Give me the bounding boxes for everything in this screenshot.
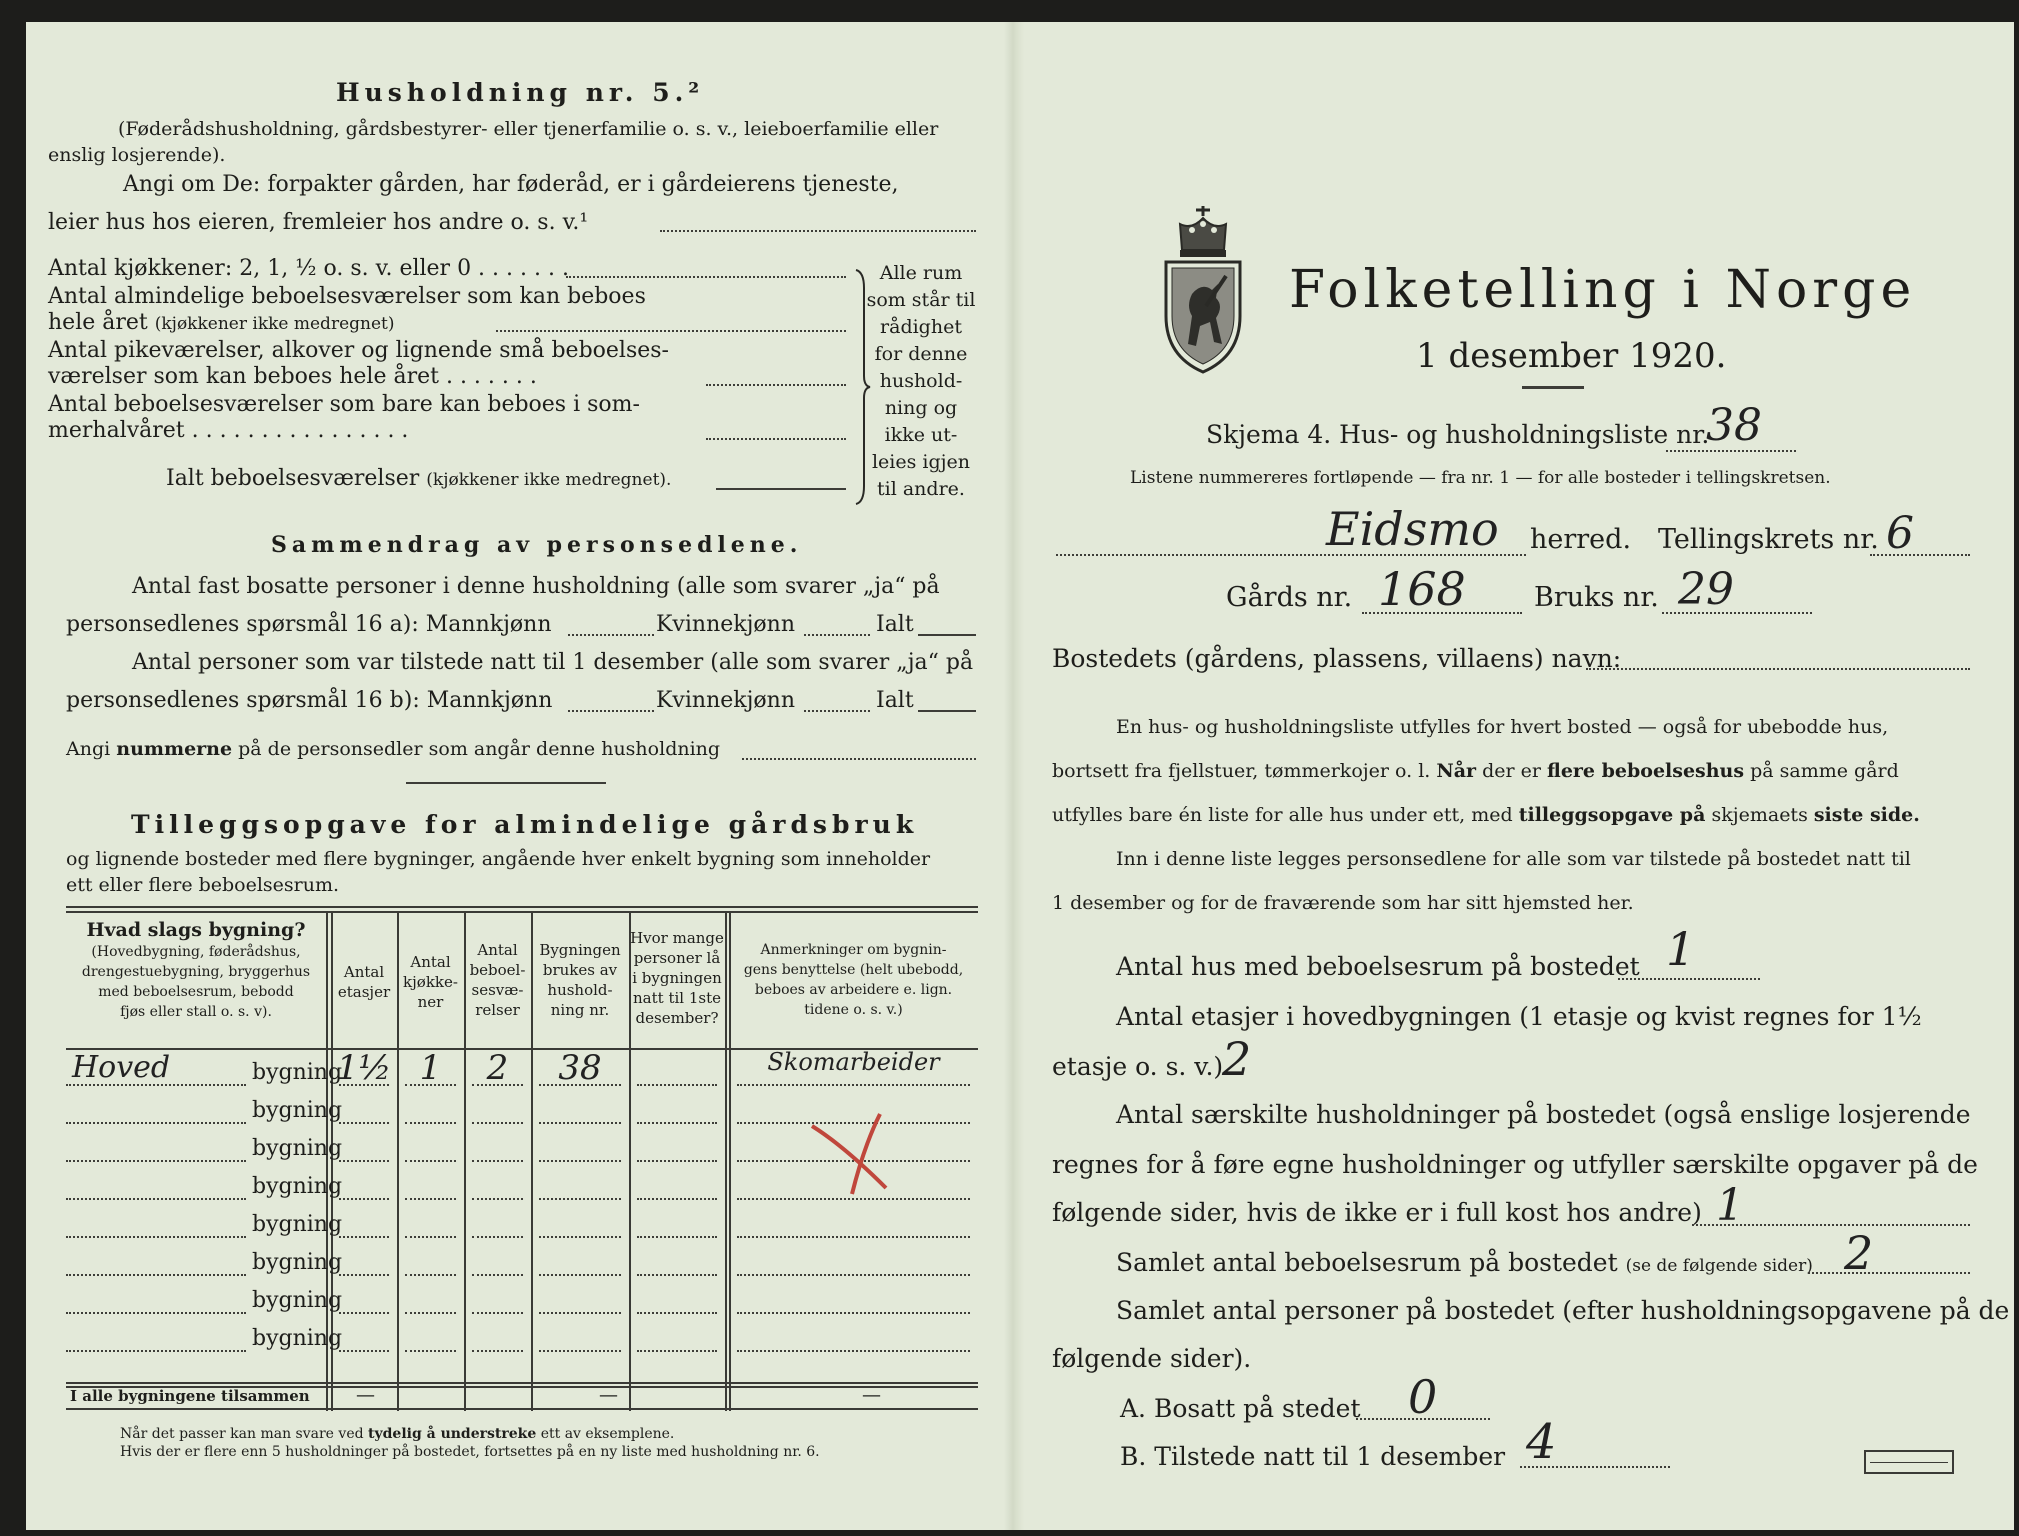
angi-line-2: leier hus hos eieren, fremleier hos andre o. s. v.¹ [48, 210, 589, 235]
ialt-small: (kjøkkener ikke medregnet). [426, 470, 672, 490]
tellingskrets-answer-line [1870, 554, 1970, 556]
col-header-line: beboes av arbeidere e. lign. [754, 982, 953, 998]
p1-3b: tilleggsopgave på [1518, 804, 1706, 826]
alm-line-2-text: hele året [48, 310, 148, 335]
total-dash-hushold: — [599, 1384, 618, 1406]
herred-value: Eidsmo [1326, 502, 1499, 556]
col-header-line: Antal [477, 941, 518, 959]
cell-anm-line [737, 1312, 970, 1314]
cell-hushold-line [539, 1122, 621, 1124]
samlet-rum-small: (se de følgende sider) [1625, 1256, 1813, 1276]
tillegg-title: Tilleggsopgave for almindelige gårdsbruk [131, 810, 919, 839]
bosatt-value: 0 [1408, 1370, 1438, 1424]
tilst-line-2b: Kvinnekjønn [656, 688, 795, 713]
saer-line-1: Antal særskilte husholdninger på bostedet (også enslige losjerende [1116, 1100, 1971, 1129]
hus-label: Antal hus med beboelsesrum på bostedet [1116, 952, 1640, 981]
bracket-note-line: for denne [874, 343, 968, 365]
cell-anm-line [737, 1350, 970, 1352]
cell-kjokkener-line [405, 1122, 456, 1124]
bracket-note-line: leies igjen [871, 451, 971, 473]
cell-etasjer-line [339, 1160, 389, 1162]
intro-line-2: enslig losjerende). [48, 144, 226, 166]
footnote-1c: ett av eksemplene. [536, 1426, 675, 1442]
col-header-vaerelser [464, 940, 531, 1020]
nummerne-a: Angi [66, 738, 117, 760]
bracket-note-line: rådighet [880, 316, 962, 338]
footnote-1b: tydelig å understreke [368, 1426, 537, 1442]
cell-anm-line [737, 1084, 970, 1086]
printer-stamp [1864, 1450, 1954, 1474]
col-header-personer [629, 928, 725, 1028]
kjokken-answer-line [566, 276, 846, 278]
samlet-rum-answer-line [1808, 1272, 1970, 1274]
cell-personer-line [637, 1274, 717, 1276]
row-type-line [66, 1274, 246, 1276]
page-spine [1004, 22, 1024, 1530]
samlet-pers-line-1: Samlet antal personer på bostedet (efter husholdningsopgavene på de [1116, 1296, 2010, 1325]
cell-kjokkener-line [405, 1198, 456, 1200]
p1-3d: siste side. [1813, 804, 1920, 826]
skjema-label: Skjema 4. Hus- og husholdningsliste nr. [1206, 420, 1710, 449]
tilstede-value: 4 [1526, 1414, 1557, 1470]
bruks-label: Bruks nr. [1534, 582, 1659, 613]
col-header-line: personer lå [633, 949, 721, 967]
bracket-note-line: hushold- [879, 370, 963, 392]
tilst-kvinne-line [804, 710, 870, 712]
cell-vaerelser: 2 [486, 1048, 509, 1088]
samlet-pers-line-2: følgende sider). [1052, 1344, 1252, 1373]
samlet-rum-line [1116, 1248, 1813, 1277]
p1-line-2 [1052, 760, 1899, 782]
col-header-type [66, 918, 326, 1022]
bracket-note-line: ikke ut- [884, 424, 958, 446]
hus-answer-line [1618, 978, 1760, 980]
cell-personer-line [637, 1312, 717, 1314]
angi-line-1: Angi om De: forpakter gården, har føderåd, er i gårdeierens tjeneste, [123, 172, 899, 197]
etasjer-line-1: Antal etasjer i hovedbygningen (1 etasje og kvist regnes for 1½ [1116, 1002, 1922, 1031]
date-divider [1522, 386, 1584, 389]
row-type-line [66, 1236, 246, 1238]
cell-hushold: 38 [558, 1048, 602, 1088]
sommer-line-2: merhalvåret . . . . . . . . . . . . . . . . [48, 418, 409, 443]
listene-note: Listene nummereres fortløpende — fra nr. 1 — for alle bosteder i tellingskretsen. [1130, 468, 1831, 488]
row-type-line [66, 1312, 246, 1314]
pike-answer-line [706, 384, 846, 386]
p1-line-1: En hus- og husholdningsliste utfylles for hvert bosted — også for ubebodde hus, [1116, 716, 1889, 738]
cell-vaerelser-line [472, 1312, 523, 1314]
col-header-etasjer [331, 962, 397, 1002]
pike-line-1: Antal pikeværelser, alkover og lignende små beboelses- [48, 338, 669, 363]
bruks-value: 29 [1678, 564, 1734, 615]
cell-hushold-line [539, 1312, 621, 1314]
fast-line-2c: Ialt [876, 612, 914, 637]
cell-anm-line [737, 1274, 970, 1276]
ialt-label [166, 466, 671, 491]
cell-personer-line [637, 1084, 717, 1086]
fast-ialt-line [918, 634, 976, 636]
p2-line-1: Inn i denne liste legges personsedlene for alle som var tilstede på bostedet natt til [1116, 848, 1911, 870]
alm-line-2-small: (kjøkkener ikke medregnet) [154, 314, 395, 334]
cell-anm: Skomarbeider [767, 1048, 940, 1076]
tillegg-line-2: ett eller flere beboelsesrum. [66, 874, 340, 896]
tillegg-line-1: og lignende bosteder med flere bygninger, angående hver enkelt bygning som inneholder [66, 848, 931, 870]
cell-hushold-line [539, 1350, 621, 1352]
col-header-type-sub: fjøs eller stall o. s. v). [120, 1004, 272, 1020]
census-title: Folketelling i Norge [1289, 260, 1917, 320]
col-header-type-sub: (Hovedbygning, føderådshus, [91, 944, 301, 960]
row-type-line [66, 1160, 246, 1162]
col-header-line: beboel- [469, 961, 526, 979]
bracket-note-line: Alle rum [879, 262, 963, 284]
cell-hushold-line [539, 1198, 621, 1200]
cell-personer-line [637, 1122, 717, 1124]
alm-line-1: Antal almindelige beboelsesværelser som kan beboes [48, 284, 646, 309]
col-header-hushold [531, 940, 629, 1020]
bostedets-label: Bostedets (gårdens, plassens, villaens) navn: [1052, 644, 1622, 673]
nummerne-b: nummerne [116, 738, 233, 760]
bracket-note-line: til andre. [877, 478, 965, 500]
kjokken-label: Antal kjøkkener: 2, 1, ½ o. s. v. eller 0 . . . . . . . [48, 256, 569, 281]
cell-kjokkener-line [405, 1274, 456, 1276]
etasjer-line-2: etasje o. s. v.) [1052, 1052, 1224, 1081]
p1-2e: på samme gård [1744, 760, 1899, 782]
tilst-line-2a: personsedlenes spørsmål 16 b): Mannkjønn [66, 688, 553, 713]
total-label: I alle bygningene tilsammen [70, 1387, 310, 1405]
cell-personer-line [637, 1198, 717, 1200]
cell-kjokkener-line [405, 1236, 456, 1238]
cell-vaerelser-line [472, 1236, 523, 1238]
fast-line-1: Antal fast bosatte personer i denne husholdning (alle som svarer „ja“ på [132, 574, 940, 599]
section-divider [406, 782, 606, 784]
cell-vaerelser-line [472, 1160, 523, 1162]
row-type-line [66, 1198, 246, 1200]
col-header-line: tidene o. s. v.) [804, 1002, 903, 1018]
footnote-1a: Når det passer kan man svare ved [120, 1426, 369, 1442]
col-header-line: i bygningen [632, 969, 722, 987]
row-bygning-label: bygning [252, 1250, 343, 1275]
sammendrag-title: Sammendrag av personsedlene. [271, 532, 803, 558]
samlet-rum-text: Samlet antal beboelsesrum på bostedet [1116, 1248, 1618, 1277]
pike-line-2: værelser som kan beboes hele året . . . . . . . [48, 364, 537, 389]
fast-line-2a: personsedlenes spørsmål 16 a): Mannkjønn [66, 612, 552, 637]
cell-hushold-line [539, 1274, 621, 1276]
row-bygning-label: bygning [252, 1174, 343, 1199]
col-header-line: relser [475, 1001, 520, 1019]
tilst-line-2c: Ialt [876, 688, 914, 713]
cell-etasjer-line [339, 1274, 389, 1276]
cell-anm-line [737, 1236, 970, 1238]
footnote-2: Hvis der er flere enn 5 husholdninger på bostedet, fortsettes på en ny liste med husholdning nr. 6. [120, 1444, 820, 1460]
household-title: Husholdning nr. 5.² [336, 78, 705, 107]
nummerne-answer-line [742, 758, 976, 760]
col-header-line: Anmerkninger om bygnin- [760, 942, 947, 958]
etasjer-value: 2 [1222, 1032, 1252, 1086]
col-header-line: natt til 1ste [633, 989, 721, 1007]
row-type-line [66, 1350, 246, 1352]
cell-vaerelser-line [472, 1274, 523, 1276]
cell-etasjer-line [339, 1236, 389, 1238]
p1-2c: der er [1476, 760, 1547, 782]
cell-vaerelser-line [472, 1122, 523, 1124]
nummerne-c: på de personsedler som angår denne husholdning [232, 738, 721, 760]
col-header-line: desember? [635, 1009, 719, 1027]
cell-etasjer-line [339, 1350, 389, 1352]
p1-line-3 [1052, 804, 1920, 826]
col-header-line: Antal [343, 963, 385, 981]
intro-line-1: (Føderådshusholdning, gårdsbestyrer- eller tjenerfamilie o. s. v., leieboerfamilie eller [118, 118, 939, 140]
total-dash-anm: — [862, 1384, 881, 1406]
col-header-line: gens benyttelse (helt ubebodd, [743, 962, 964, 978]
saer-line-3: følgende sider, hvis de ikke er i full kost hos andre) [1052, 1198, 1702, 1227]
hus-value: 1 [1666, 922, 1696, 976]
col-header-anm [729, 940, 978, 1020]
alm-line-2 [48, 310, 395, 335]
samlet-rum-value: 2 [1844, 1226, 1874, 1280]
footnote-1 [120, 1426, 674, 1442]
row-bygning-label: bygning [252, 1326, 343, 1351]
sommer-line-1: Antal beboelsesværelser som bare kan beboes i som- [48, 392, 640, 417]
cell-etasjer-line [339, 1198, 389, 1200]
col-header-line: Antal [410, 953, 451, 971]
tilst-mann-line [568, 710, 654, 712]
cell-personer-line [637, 1160, 717, 1162]
p1-2b: Når [1436, 760, 1477, 782]
col-header-type-sub: med beboelsesrum, bebodd [98, 984, 294, 1000]
tilst-line-1: Antal personer som var tilstede natt til 1 desember (alle som svarer „ja“ på [132, 650, 974, 675]
row-bygning-label: bygning [252, 1212, 343, 1237]
total-dash-etasjer: — [356, 1384, 375, 1406]
bostedets-answer-line [1586, 668, 1970, 670]
cell-anm-line [737, 1198, 970, 1200]
cell-personer-line [637, 1350, 717, 1352]
col-header-line: Hvor mange [630, 929, 724, 947]
row-type-line [66, 1122, 246, 1124]
cell-etasjer-line [339, 1312, 389, 1314]
tellingskrets-label: Tellingskrets nr. [1658, 524, 1879, 555]
gards-value: 168 [1378, 562, 1466, 616]
col-header-type-sub: drengestuebygning, bryggerhus [81, 964, 311, 980]
cell-kjokkener-line [405, 1160, 456, 1162]
alm-answer-line [496, 330, 846, 332]
col-header-line: kjøkke- [403, 973, 458, 991]
census-sheet [26, 22, 2014, 1530]
cell-etasjer: 1½ [336, 1048, 392, 1088]
tilstede-label: B. Tilstede natt til 1 desember [1120, 1442, 1506, 1471]
ialt-answer-line [716, 488, 846, 490]
cell-kjokkener-line [405, 1312, 456, 1314]
cell-personer-line [637, 1236, 717, 1238]
tilst-ialt-line [918, 710, 976, 712]
row-bygning-label: bygning [252, 1060, 343, 1085]
cell-hushold-line [539, 1236, 621, 1238]
fast-kvinne-line [804, 634, 870, 636]
row-type-value: Hoved [72, 1050, 171, 1085]
fast-line-2b: Kvinnekjønn [656, 612, 795, 637]
ialt-text: Ialt beboelsesværelser [166, 466, 420, 491]
p1-2d: flere beboelseshus [1547, 760, 1745, 782]
bosatt-label: A. Bosatt på stedet [1120, 1394, 1361, 1423]
saer-value: 1 [1716, 1180, 1744, 1231]
angi-answer-line [660, 230, 976, 232]
fast-mann-line [568, 634, 654, 636]
cell-vaerelser-line [472, 1198, 523, 1200]
cell-hushold-line [539, 1160, 621, 1162]
cell-etasjer-line [339, 1122, 389, 1124]
cell-kjokkener-line [405, 1350, 456, 1352]
tellingskrets-value: 6 [1886, 508, 1914, 559]
census-date: 1 desember 1920. [1416, 336, 1727, 376]
nummerne-line [66, 738, 720, 760]
row-bygning-label: bygning [252, 1098, 343, 1123]
norwegian-coat-of-arms-icon [1162, 206, 1244, 376]
row-bygning-label: bygning [252, 1288, 343, 1313]
p1-3a: utfylles bare én liste for alle hus under ett, med [1052, 804, 1519, 826]
bracket-note-line: ning og [884, 397, 958, 419]
p2-line-2: 1 desember og for de fraværende som har sitt hjemsted her. [1052, 892, 1634, 914]
bracket-note-line: som står til [866, 289, 976, 311]
cell-kjokkener: 1 [419, 1048, 442, 1088]
herred-label: herred. [1530, 524, 1632, 555]
bracket-note [866, 260, 976, 503]
red-cross-mark-icon [804, 1106, 904, 1196]
p1-2a: bortsett fra fjellstuer, tømmerkojer o. l. [1052, 760, 1437, 782]
cell-vaerelser-line [472, 1350, 523, 1352]
row-bygning-label: bygning [252, 1136, 343, 1161]
col-header-line: ner [417, 993, 444, 1011]
col-header-line: brukes av [542, 961, 618, 979]
col-header-line: hushold- [547, 981, 613, 999]
p1-3c: skjemaets [1705, 804, 1814, 826]
gards-label: Gårds nr. [1226, 582, 1353, 613]
col-header-type-title: Hvad slags bygning? [86, 919, 306, 941]
col-header-line: Bygningen [539, 941, 621, 959]
col-header-kjokkener [397, 952, 464, 1012]
saer-line-2: regnes for å føre egne husholdninger og utfyller særskilte opgaver på de [1052, 1150, 1978, 1179]
skjema-value: 38 [1706, 400, 1762, 451]
col-header-line: ning nr. [550, 1001, 610, 1019]
col-header-line: sesvæ- [471, 981, 524, 999]
sommer-answer-line [706, 438, 846, 440]
col-header-line: etasjer [337, 983, 391, 1001]
